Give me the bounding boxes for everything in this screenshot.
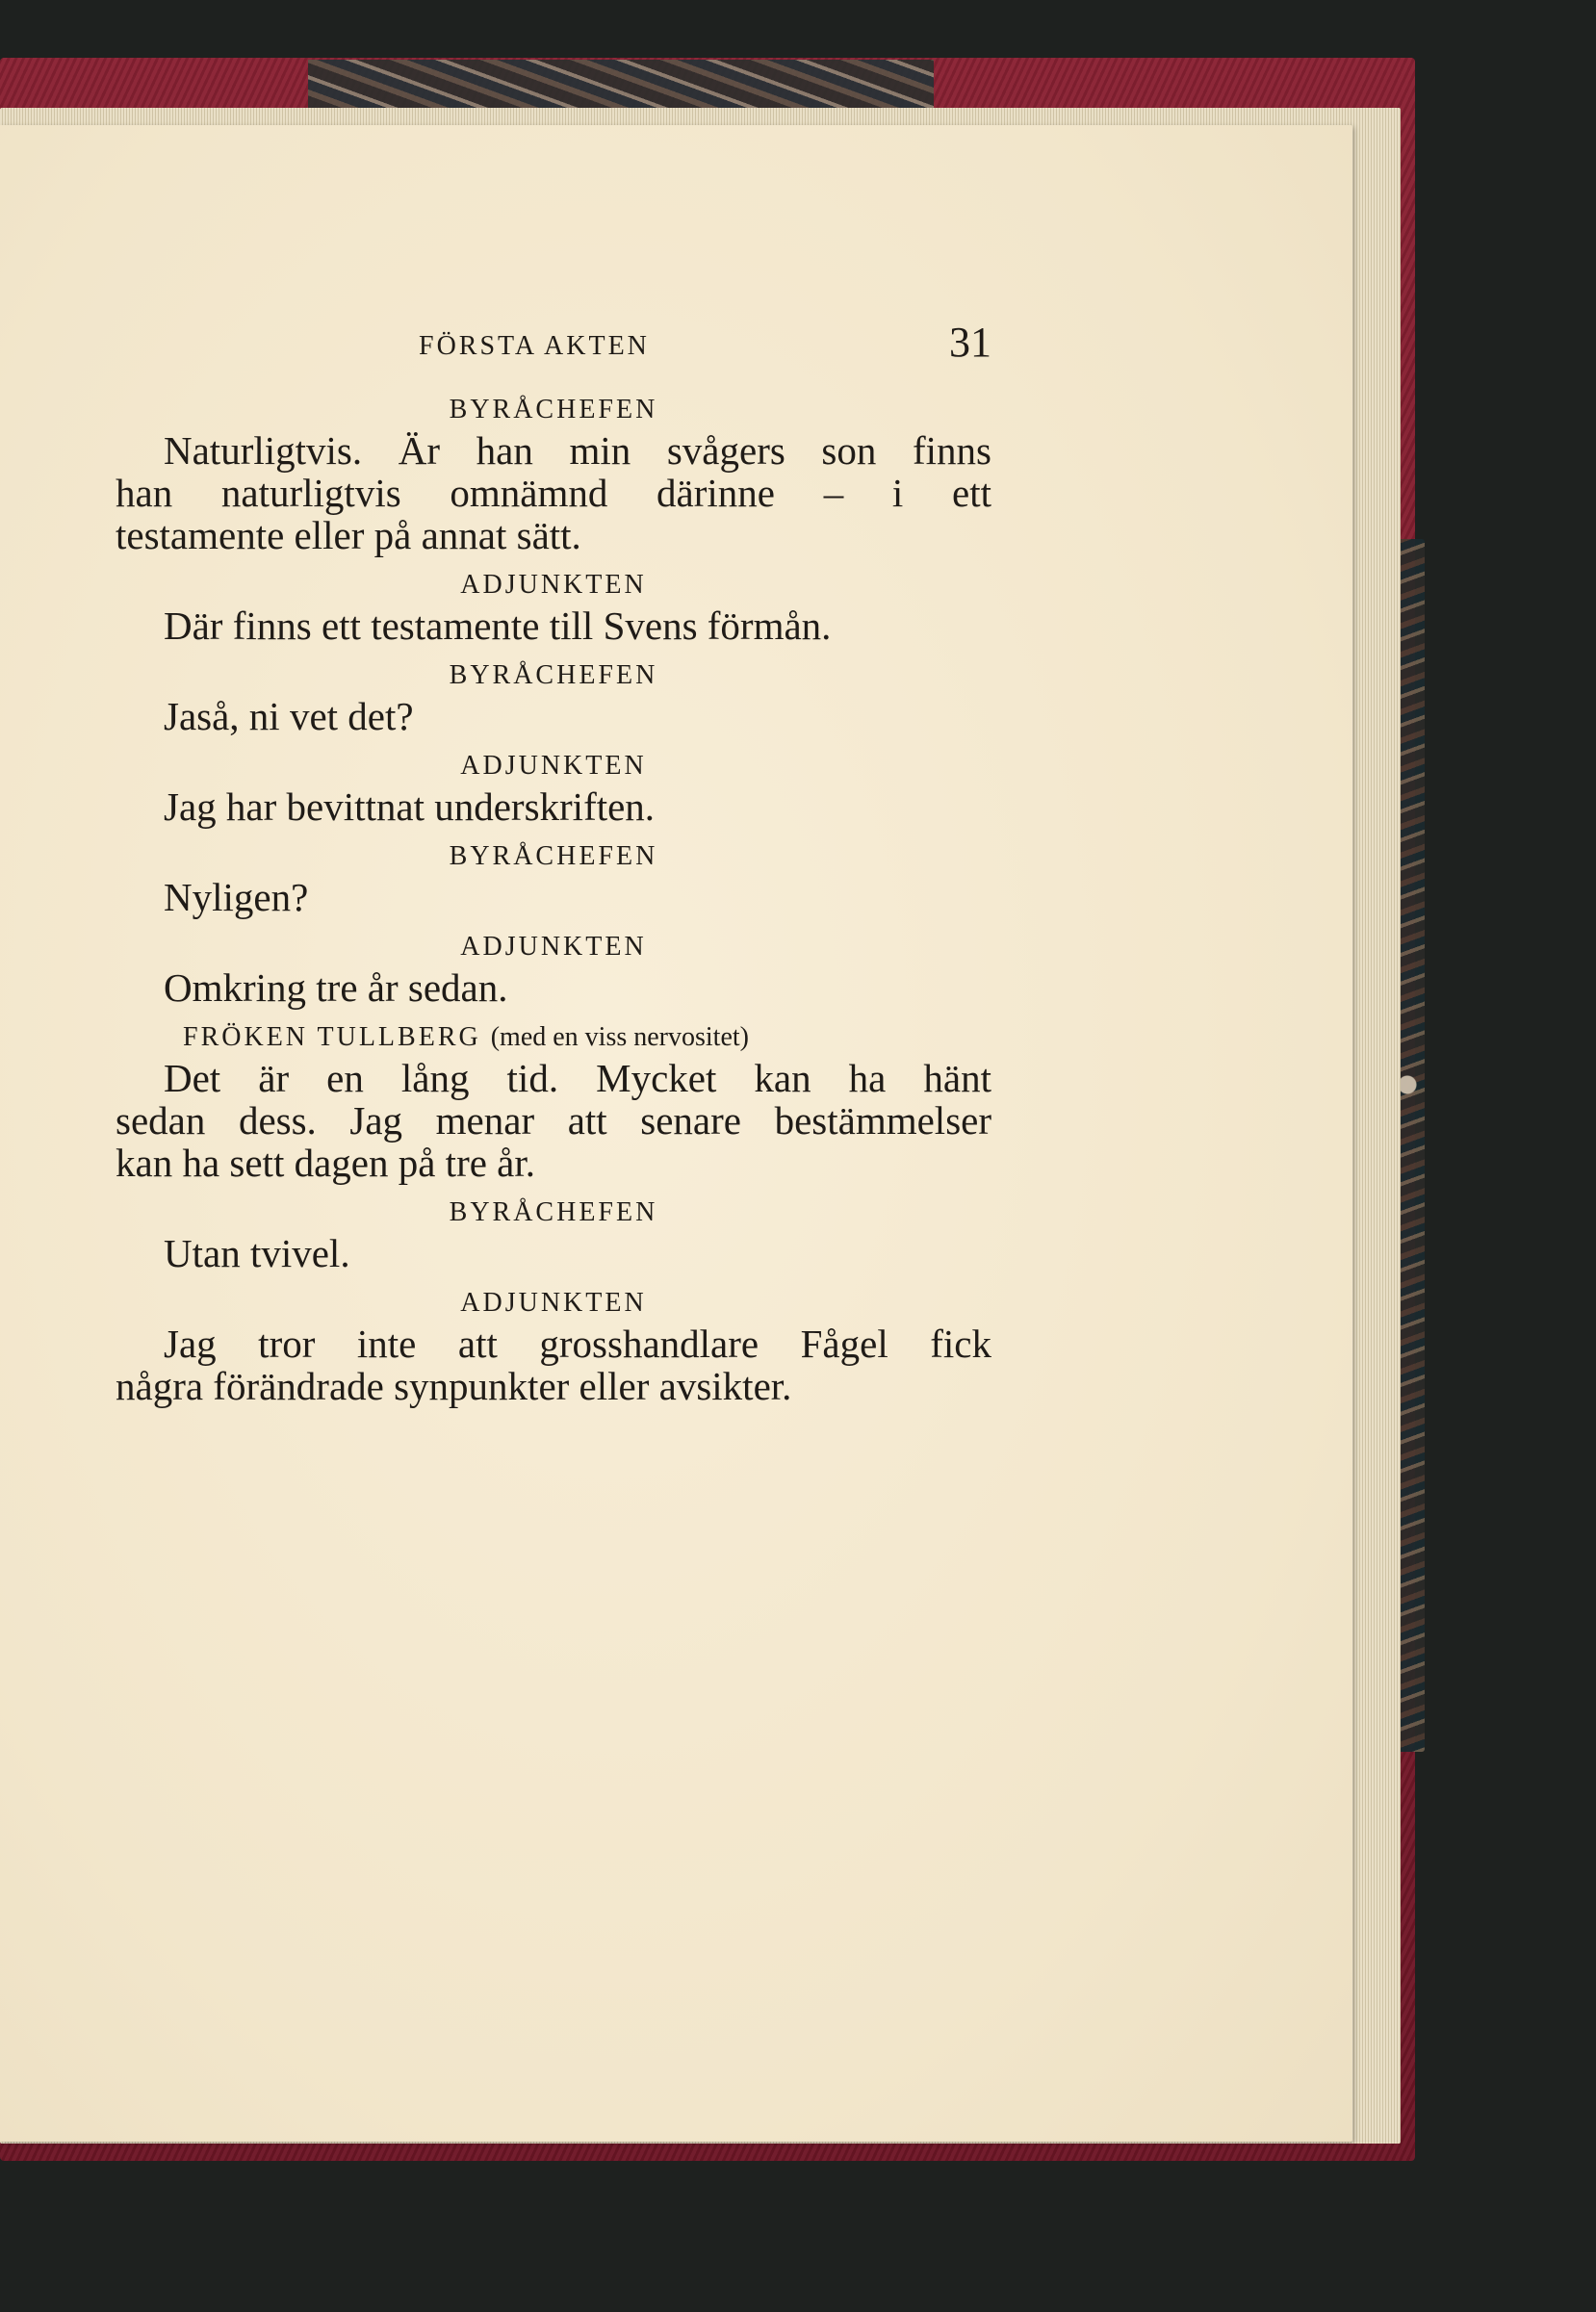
speech-line: Nyligen? xyxy=(164,875,309,919)
speaker-name: ADJUNKTEN xyxy=(460,751,647,781)
speaker-name: BYRÅCHEFEN xyxy=(449,841,658,871)
speech xyxy=(116,751,991,828)
speech-line: sedan dess. Jag menar att senare bestämmelser xyxy=(116,1098,991,1143)
page-number: 31 xyxy=(949,319,991,366)
speech-line: Jag har bevittnat underskriften. xyxy=(164,784,656,829)
page-header xyxy=(116,318,991,375)
speech xyxy=(116,1288,991,1407)
running-head: FÖRSTA AKTEN xyxy=(419,331,650,361)
speech-line: testamente eller på annat sätt. xyxy=(116,513,581,557)
speech-line: Naturligtvis. Är han min svågers son finns xyxy=(164,428,991,473)
speech-line: Utan tvivel. xyxy=(164,1231,350,1275)
speech xyxy=(116,841,991,918)
speaker-name: ADJUNKTEN xyxy=(460,570,647,600)
speaker-line xyxy=(116,1022,991,1053)
speech-line: Där finns ett testamente till Svens förmån. xyxy=(164,604,832,648)
speaker-name: BYRÅCHEFEN xyxy=(449,1197,658,1227)
speech-line: Omkring tre år sedan. xyxy=(164,965,508,1010)
speaker-name: BYRÅCHEFEN xyxy=(449,395,658,424)
speaker-name: ADJUNKTEN xyxy=(460,1288,647,1318)
speech-line: Det är en lång tid. Mycket kan ha hänt xyxy=(164,1056,991,1100)
marbled-board-top xyxy=(308,60,934,108)
speech-line: Jag tror inte att grosshandlare Fågel fick xyxy=(164,1322,991,1366)
stage-direction: (med en viss nervositet) xyxy=(490,1022,749,1052)
speaker-name: BYRÅCHEFEN xyxy=(449,660,658,690)
speaker-name: FRÖKEN TULLBERG xyxy=(183,1022,481,1052)
speech xyxy=(116,1197,991,1274)
speech-line: han naturligtvis omnämnd därinne – i ett xyxy=(116,471,991,515)
speech xyxy=(116,1022,991,1184)
text-block xyxy=(116,318,991,1407)
speech-line: Jaså, ni vet det? xyxy=(164,694,414,738)
speaker-name: ADJUNKTEN xyxy=(460,932,647,962)
speech xyxy=(116,570,991,647)
speech-line: kan ha sett dagen på tre år. xyxy=(116,1141,536,1185)
speech-line: några förändrade synpunkter eller avsikter. xyxy=(116,1364,792,1408)
speech xyxy=(116,395,991,556)
speech xyxy=(116,932,991,1009)
speech xyxy=(116,660,991,737)
